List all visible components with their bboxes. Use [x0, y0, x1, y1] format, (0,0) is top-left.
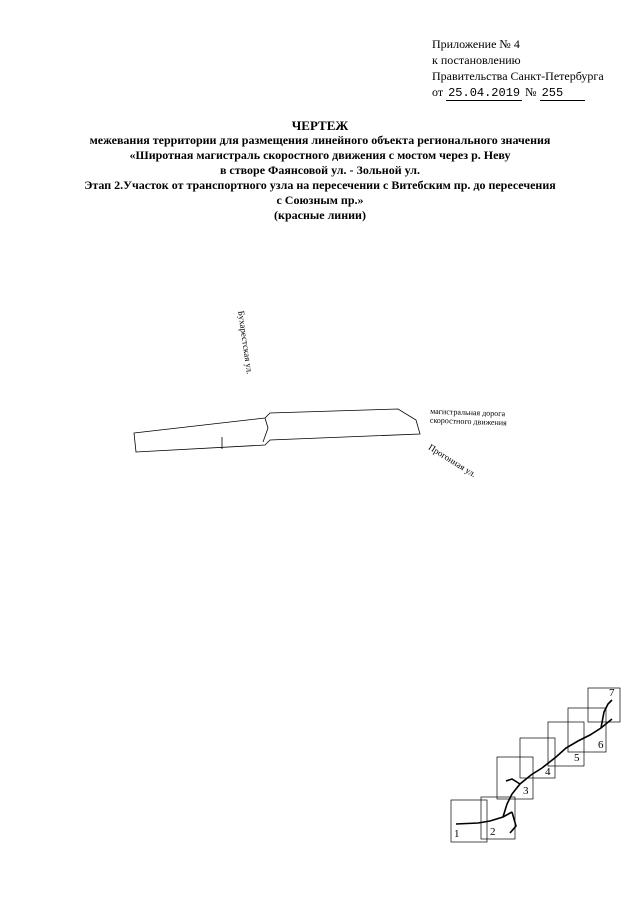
sheet-number-7: 7 — [609, 687, 615, 699]
heading-title: ЧЕРТЕЖ — [291, 118, 349, 133]
heading-line-6: (красные линии) — [274, 208, 366, 222]
sheet-number-6: 6 — [598, 739, 604, 751]
territory-divider — [263, 418, 268, 442]
sheet-number-5: 5 — [574, 752, 580, 764]
heading-line-1: межевания территории для размещения линейного объекта регионального значения — [89, 133, 551, 147]
label-highway-line-2: скоростного движения — [429, 415, 507, 428]
heading-line-4: Этап 2.Участок от транспортного узла на пересечении с Витебским пр. до пересечения — [84, 178, 556, 192]
annex-line-3: Правительства Санкт-Петербурга — [432, 69, 604, 83]
heading-line-2: «Широтная магистраль скоростного движения с мостом через р. Неву — [129, 148, 511, 162]
sheet-frame-7 — [588, 688, 620, 722]
territory-polygon — [134, 409, 420, 452]
route-branch-2 — [506, 779, 520, 784]
label-highway-line-1: магистральная дорога — [430, 406, 506, 419]
sheet-number-2: 2 — [490, 826, 496, 838]
annex-date: 25.04.2019 — [448, 86, 521, 100]
sheet-number-3: 3 — [523, 785, 529, 797]
label-progonnaya-street: Прогонная ул. — [426, 442, 479, 480]
sheet-number-1: 1 — [454, 828, 460, 840]
sheet-index-route — [456, 700, 612, 833]
annex-number: 255 — [540, 86, 586, 101]
annex-number-prefix: № — [525, 85, 537, 99]
annex-line-1: Приложение № 4 — [432, 37, 520, 51]
label-highway — [430, 407, 508, 428]
heading-line-5: с Союзным пр.» — [276, 193, 364, 207]
sheet-index-map — [451, 688, 620, 842]
sheet-number-4: 4 — [545, 766, 551, 778]
annex-line-2: к постановлению — [432, 53, 521, 67]
territory-outline — [134, 409, 420, 452]
annex-date-prefix: от — [432, 85, 444, 99]
heading-line-3: в створе Фаянсовой ул. - Зольной ул. — [219, 163, 421, 177]
label-bukharestskaya-street: Бухарестская ул. — [236, 310, 255, 375]
